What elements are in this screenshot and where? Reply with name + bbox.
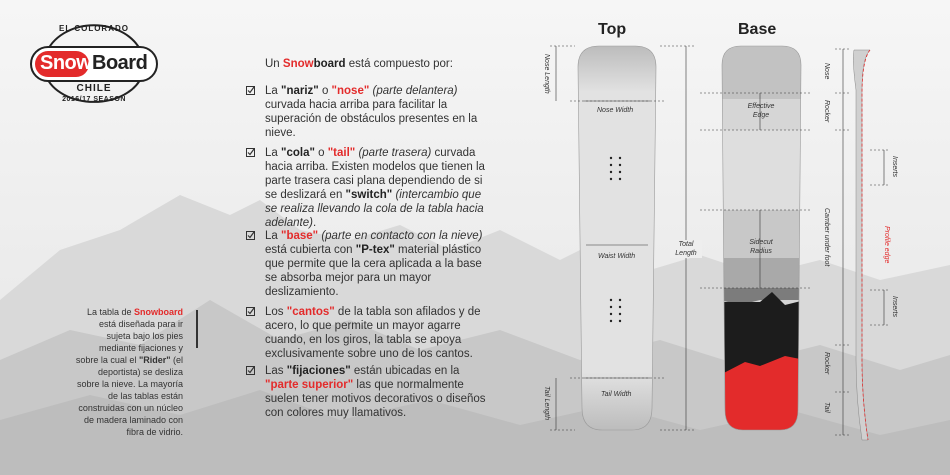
total-length-label: Total Length — [670, 240, 702, 258]
top-board — [578, 46, 656, 430]
profile-edge-label: Profile edge — [883, 226, 890, 264]
logo-season: 2016/17 SEASON — [62, 96, 126, 103]
profile-nose-label: Nose — [823, 63, 830, 80]
logo-snow: Snow — [40, 52, 92, 74]
intro-text: Un Snowboard está compuesto por: — [265, 58, 453, 70]
base-title: Base — [738, 21, 777, 38]
logo-country: CHILE — [76, 83, 112, 94]
sidecut-radius-label: Sidecut Radius — [749, 239, 773, 255]
profile-tail-label: Tail — [823, 402, 830, 413]
tail-length-label: Tail Length — [543, 386, 550, 420]
logo-board: Board — [92, 52, 148, 74]
nose-width-label: Nose Width — [597, 107, 634, 114]
waist-width-label: Waist Width — [598, 253, 636, 260]
tail-width-label: Tail Width — [601, 391, 632, 398]
profile-camber-label: Camber under foot — [823, 208, 830, 267]
nose-length-label: Nose Length — [543, 54, 550, 94]
logo-top-text: EL COLORADO — [59, 24, 129, 33]
effective-edge-label: Effective Edge — [747, 103, 775, 119]
inserts-top-label: Inserts — [891, 156, 898, 178]
profile-rocker-bottom-label: Rocker — [823, 352, 830, 375]
profile-rocker-top-label: Rocker — [823, 100, 830, 123]
inserts-bottom-label: Inserts — [891, 296, 898, 318]
top-title: Top — [598, 21, 627, 38]
profile-view — [835, 49, 888, 440]
side-note: La tabla de Snowboard está diseñada para ir sujeta bajo los pies mediante fijaciones y sobre la cual el "Rider" (el deportista) se desliza sobre la nieve. La mayoría de las tablas están construidas con un núcleo de madera laminado con fibra de vidrio. — [75, 307, 183, 437]
